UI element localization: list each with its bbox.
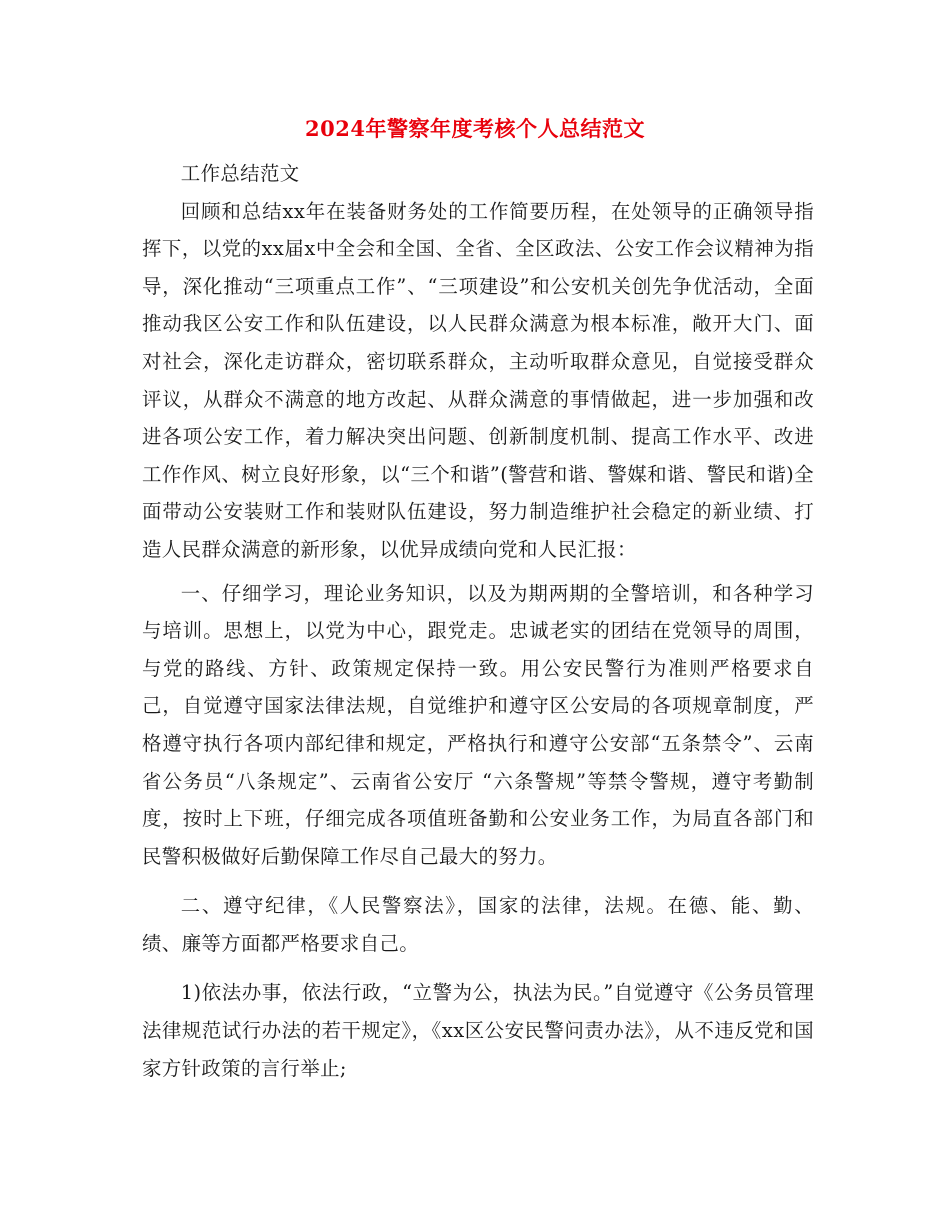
document-title: 2024年警察年度考核个人总结范文 <box>305 116 645 141</box>
document-body <box>142 155 814 1087</box>
paragraph-section-one: 一、仔细学习，理论业务知识，以及为期两期的全警培训，和各种学习与培训。思想上，以党为中心，跟党走。忠诚老实的团结在党领导的周围，与党的路线、方针、政策规定保持一致。用公安民警行为准则严格要求自己，自觉遵守国家法律法规，自觉维护和遵守区公安局的各项规章制度，严格遵守执行各项内部纪律和规定，严格执行和遵守公安部“五条禁令”、云南省公务员“八条规定”、云南省公安厅 “六条警规”等禁令警规，遵守考勤制度，按时上下班，仔细完成各项值班备勤和公安业务工作，为局直各部门和民警积极做好后勤保障工作尽自己最大的努力。 <box>142 581 814 868</box>
paragraph-heading: 工作总结范文 <box>180 162 300 185</box>
paragraph-section-two: 二、遵守纪律，《人民警察法》，国家的法律，法规。在德、能、勤、绩、廉等方面都严格要求自己。 <box>142 894 814 955</box>
paragraph-item-one: 1)依法办事，依法行政，“立警为公，执法为民。”自觉遵守《公务员管理法律规范试行办法的若干规定》，《xx区公安民警问责办法》，从不违反党和国家方针政策的言行举止; <box>142 981 814 1080</box>
paragraph-review: 回顾和总结xx年在装备财务处的工作简要历程，在处领导的正确领导指挥下，以党的xx届x中全会和全国、全省、全区政法、公安工作会议精神为指导，深化推动“三项重点工作”、“三项建设”和公安机关创先争优活动，全面推动我区公安工作和队伍建设，以人民群众满意为根本标准，敞开大门、面对社会，深化走访群众，密切联系群众，主动听取群众意见，自觉接受群众评议，从群众不满意的地方改起、从群众满意的事情做起，进一步加强和改进各项公安工作，着力解决突出问题、创新制度机制、提高工作水平、改进工作作风、树立良好形象，以“三个和谐”(警营和谐、警媒和谐、警民和谐)全面带动公安装财工作和装财队伍建设，努力制造维护社会稳定的新业绩、打造人民群众满意的新形象，以优异成绩向党和人民汇报： <box>142 199 814 561</box>
